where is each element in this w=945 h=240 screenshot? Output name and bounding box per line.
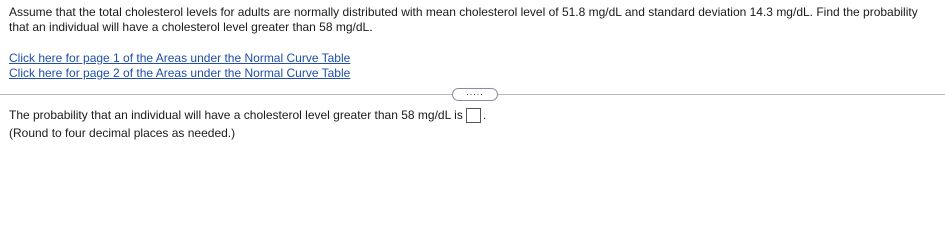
question-text: Assume that the total cholesterol levels for adults are normally distributed with mean cholesterol level of 51.8 mg/dL and standard deviation 14.3 mg/dL. Find the probability that an individual will have a cholesterol level greater than 58 mg/dL.	[9, 5, 918, 34]
rounding-hint: (Round to four decimal places as needed.)	[9, 126, 236, 140]
answer-suffix: .	[482, 108, 487, 122]
answer-prompt: The probability that an individual will have a cholesterol level greater than 58 mg/dL is	[9, 108, 463, 122]
table-links	[9, 51, 350, 81]
normal-table-page-2-link[interactable]: Click here for page 2 of the Areas under the Normal Curve Table	[9, 66, 351, 80]
expand-button[interactable]: .....	[452, 88, 498, 101]
normal-table-page-1-link[interactable]: Click here for page 1 of the Areas under the Normal Curve Table	[9, 51, 351, 65]
answer-line	[9, 108, 486, 123]
answer-input[interactable]	[466, 108, 481, 123]
